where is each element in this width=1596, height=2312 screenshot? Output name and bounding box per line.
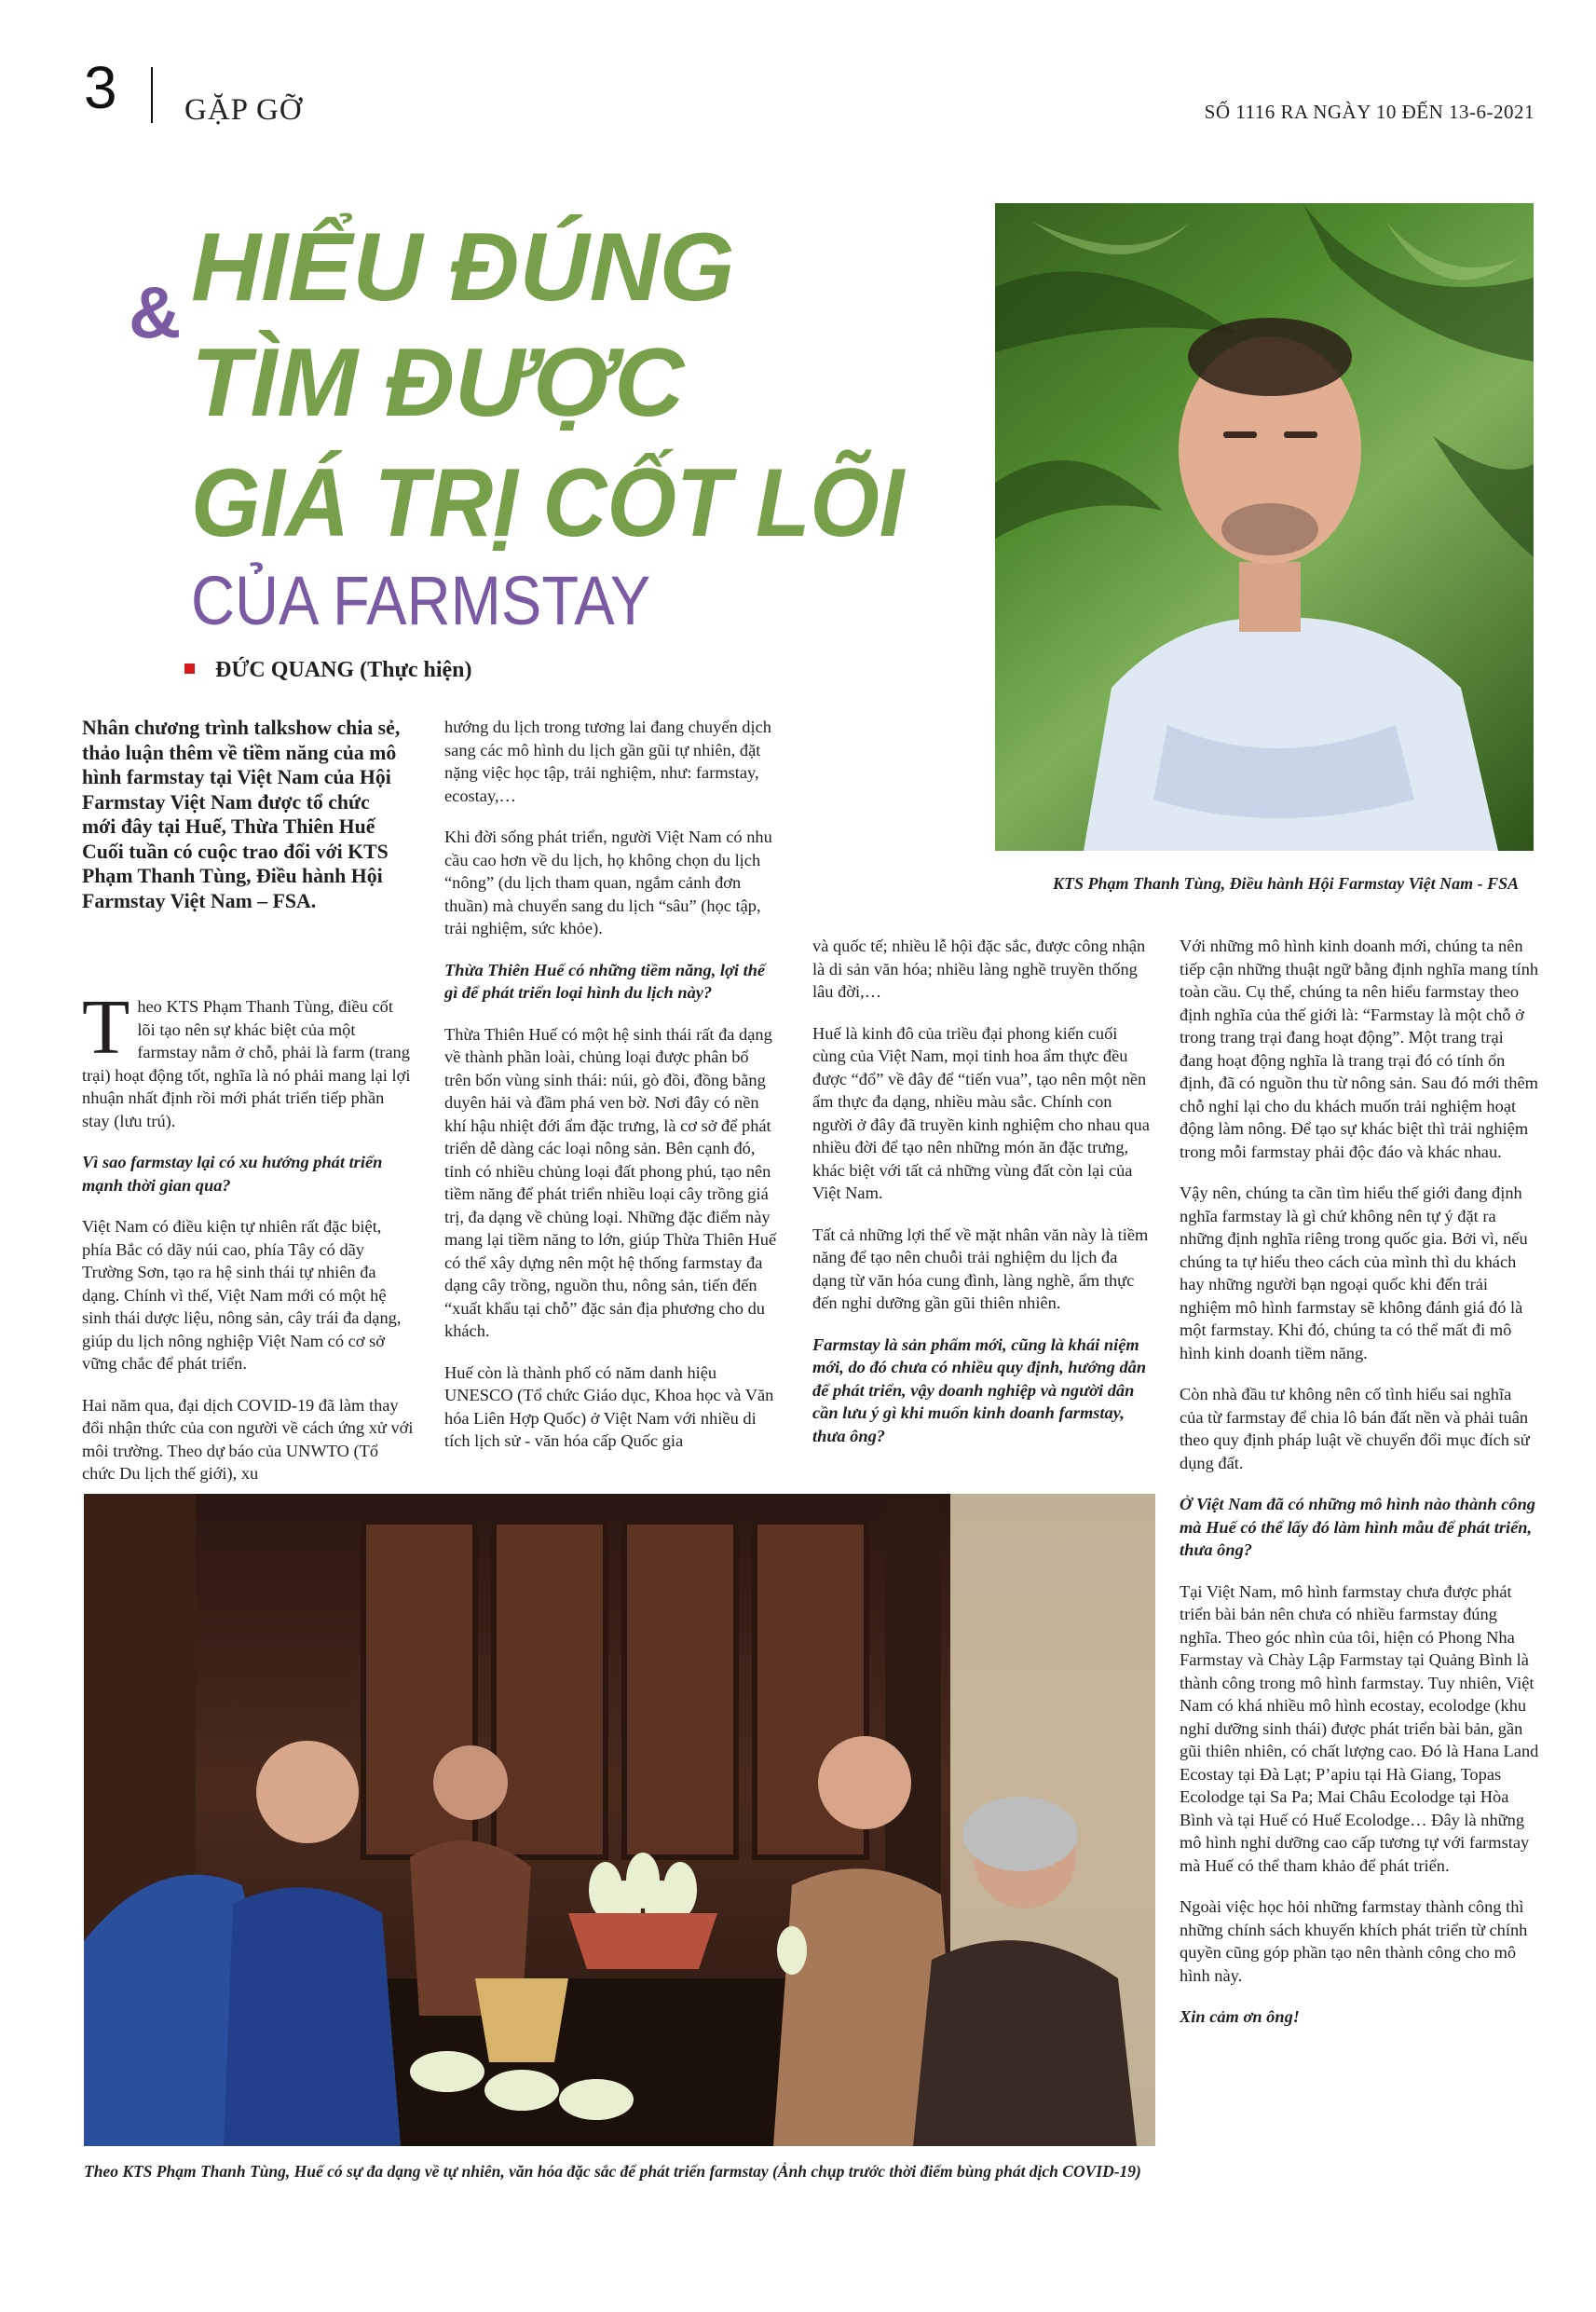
portrait-caption: KTS Phạm Thanh Tùng, Điều hành Hội Farmstay Việt Nam - FSA <box>1053 874 1520 893</box>
paragraph: Hai năm qua, đại dịch COVID-19 đã làm thay đổi nhận thức của con người về cách ứng xử với môi trường. Theo dự báo của UNWTO (Tổ chức Du lịch thế giới), xu <box>82 1395 414 1483</box>
interview-question: Thừa Thiên Huế có những tiềm năng, lợi thế gì để phát triển loại hình du lịch này? <box>444 960 766 1002</box>
paragraph: Khi đời sống phát triển, người Việt Nam có nhu cầu cao hơn về du lịch, họ không chọn du lịch “nông” (du lịch tham quan, ngắm cảnh đơn thuần) mà chuyển sang du lịch “sâu” (học tập, trải nghiệm, sức khỏe). <box>444 828 772 937</box>
paragraph: Vậy nên, chúng ta cần tìm hiểu thế giới đang định nghĩa farmstay là gì chứ không nên tự ý đặt ra những định nghĩa riêng trong quốc gia. Bởi vì, nếu chúng ta tự hiểu theo cách của mình thì du khách hay những người bạn ngoại quốc khi đến trải nghiệm mô hình farmstay sẽ không đánh giá đó là một farmstay. Khi đó, chúng ta có thể mất đi mô hình kinh doanh tiềm năng. <box>1180 1183 1528 1362</box>
paragraph: Với những mô hình kinh doanh mới, chúng ta nên tiếp cận những thuật ngữ bằng định nghĩa mang tính toàn cầu. Cụ thể, chúng ta nên hiểu farmstay theo định nghĩa của thế giới là: “Farmstay là một chỗ ở trong trang trại đang hoạt động”. Một trang trại đang hoạt động nghĩa là trang trại đó có tính ổn định, đã có nguồn thu từ nông sản. Sau đó mới thêm chỗ nghỉ lại cho du khách muốn trải nghiệm hoạt động làm nông. Để tạo sự khác biệt thì trải nghiệm trong mỗi farmstay phải độc đáo và khác nhau. <box>1180 937 1539 1161</box>
paragraph: hướng du lịch trong tương lai đang chuyển dịch sang các mô hình du lịch gần gũi tự nhiên, đặt nặng việc học tập, trải nghiệm, như: farmstay, ecostay,… <box>444 718 771 805</box>
interview-question: Ở Việt Nam đã có những mô hình nào thành công mà Huế có thể lấy đó làm hình mẫu để phát triển, thưa ông? <box>1180 1495 1536 1559</box>
paragraph-text: heo KTS Phạm Thanh Tùng, điều cốt lõi tạo nên sự khác biệt của một farmstay nằm ở chỗ, phải là farm (trang trại) hoạt động tốt, nghĩa là nó phải mang lại lợi nhuận nhất định rồi mới phát triển tiếp phần stay (lưu trú). <box>82 997 411 1130</box>
paragraph: Thừa Thiên Huế có một hệ sinh thái rất đa dạng về thành phần loài, chủng loại được phân bổ trên bốn vùng sinh thái: núi, gò đồi, đồng bằng duyên hải và đầm phá ven bờ. Nơi đây có nền khí hậu nhiệt đới ẩm đặc trưng, là cơ sở để phát triển dễ dàng các loại nông sản. Bên cạnh đó, tỉnh có nhiều chủng loại đất phong phú, tạo nên tiềm năng để phát triển nhiều loại cây trồng giá trị, đa dạng về chủng loại. Những đặc điểm này mang lại tiềm năng to lớn, giúp Thừa Thiên Huế có thể xây dựng nên một hệ thống farmstay đa dạng cây trồng, nguồn thu, nông sản, tiến đến “xuất khẩu tại chỗ” đặc sản địa phương cho du khách. <box>444 1024 777 1340</box>
byline-bullet-icon <box>184 664 195 674</box>
paragraph: Ngoài việc học hỏi những farmstay thành công thì những chính sách khuyến khích phát triển từ chính quyền cũng góp phần tạo nên thành công cho mô hình này. <box>1180 1897 1528 1985</box>
byline <box>184 658 472 683</box>
section-title: GẶP GỠ <box>184 93 303 127</box>
paragraph: Huế còn là thành phố có năm danh hiệu UNESCO (Tổ chức Giáo dục, Khoa học và Văn hóa Liên Hợp Quốc) ở Việt Nam với nhiều di tích lịch sử - văn hóa cấp Quốc gia <box>444 1362 774 1450</box>
title-line-1: HIỂU ĐÚNG <box>191 213 735 321</box>
paragraph <box>82 984 414 1132</box>
byline-text: ĐỨC QUANG (Thực hiện) <box>215 658 472 682</box>
page-number: 3 <box>84 54 117 121</box>
article-column-4 <box>1180 935 1539 2047</box>
portrait-illustration <box>995 203 1534 851</box>
interview-question: Farmstay là sản phẩm mới, cũng là khái niệm mới, do đó chưa có nhiều quy định, hướng dẫn để phát triển, vậy doanh nghiệp và người dân cần lưu ý gì khi muốn kinh doanh farmstay, thưa ông? <box>812 1334 1147 1445</box>
title-line-2: TÌM ĐƯỢC <box>191 329 685 437</box>
paragraph: và quốc tế; nhiều lễ hội đặc sắc, được công nhận là di sản văn hóa; nhiều làng nghề truyền thống lâu đời,… <box>812 937 1146 1001</box>
article-column-3 <box>812 935 1153 1466</box>
issue-date: SỐ 1116 RA NGÀY 10 ĐẾN 13-6-2021 <box>1204 101 1535 123</box>
title-line-3: GIÁ TRỊ CỐT LÕI <box>191 449 905 557</box>
paragraph: Còn nhà đầu tư không nên cố tình hiểu sai nghĩa của từ farmstay để chia lô bán đất nền và phải tuân theo quy định pháp luật về chuyển đổi mục đích sử dụng đất. <box>1180 1385 1530 1472</box>
paragraph: Tại Việt Nam, mô hình farmstay chưa được phát triển bài bản nên chưa có nhiều farmstay đúng nghĩa. Theo góc nhìn của tôi, hiện có Phong Nha Farmstay và Chày Lập Farmstay tại Quảng Bình là thành công trong mô hình farmstay. Tuy nhiên, Việt Nam có khá nhiều mô hình ecostay, ecolodge (khu nghỉ dưỡng sinh thái) được phát triển bài bản, gần gũi thiên nhiên, có chất lượng cao. Đó là Hana Land Ecostay tại Đà Lạt; P’apiu tại Hà Giang, Topas Ecolodge tại Sa Pa; Mai Châu Ecolodge tại Hòa Bình và tại Huế có Huế Ecolodge… Đây là những mô hình nghỉ dưỡng cao cấp tương tự với farmstay mà Huế có thể tham khảo để phát triển. <box>1180 1581 1539 1875</box>
interview-question: Vì sao farmstay lại có xu hướng phát triển mạnh thời gian qua? <box>82 1153 383 1195</box>
title-line-4: CỦA FARMSTAY <box>191 562 651 639</box>
scene-illustration <box>84 1494 1155 2146</box>
paragraph: Việt Nam có điều kiện tự nhiên rất đặc biệt, phía Bắc có dãy núi cao, phía Tây có dãy Trường Sơn, tạo ra hệ sinh thái tự nhiên đa dạng. Chính vì thế, Việt Nam mới có một hệ sinh thái dược liệu, nông sản, cây trái đa dạng, giúp du lịch nông nghiệp Việt Nam có cơ sở vững chắc để phát triển. <box>82 1217 402 1373</box>
closing-thanks: Xin cảm ơn ông! <box>1180 2007 1300 2026</box>
scene-caption: Theo KTS Phạm Thanh Tùng, Huế có sự đa dạng về tự nhiên, văn hóa đặc sắc để phát triển farmstay (Ảnh chụp trước thời điểm bùng phát dịch COVID-19) <box>84 2162 1141 2181</box>
title-ampersand: & <box>129 271 182 353</box>
article-column-2 <box>444 716 778 1471</box>
lead-paragraph: Nhân chương trình talkshow chia sẻ, thảo luận thêm về tiềm năng của mô hình farmstay tại Việt Nam của Hội Farmstay Việt Nam được tổ chức mới đây tại Huế, Thừa Thiên Huế Cuối tuần có cuộc trao đổi với KTS Phạm Thanh Tùng, Điều hành Hội Farmstay Việt Nam – FSA. <box>82 717 401 912</box>
portrait-photo <box>995 203 1534 851</box>
article-column-1 <box>82 984 414 1504</box>
drop-cap: T <box>82 984 130 1071</box>
paragraph: Huế là kinh đô của triều đại phong kiến cuối cùng của Việt Nam, mọi tinh hoa ẩm thực đều được “đổ” về đây để “tiến vua”, tạo nên một nền ẩm thực đa dạng, nhiều màu sắc. Chính con người ở đây đã truyền kinh nghiệm cho nhau qua nhiều đời để tạo nên những món ăn đặc trưng, khác biệt với tất cả những vùng đất còn lại của Việt Nam. <box>812 1023 1150 1202</box>
header-divider <box>151 67 153 123</box>
scene-photo <box>84 1494 1155 2146</box>
paragraph: Tất cả những lợi thế về mặt nhân văn này là tiềm năng để tạo nên chuỗi trải nghiệm du lịch đa dạng từ văn hóa cung đình, làng nghề, ẩm thực đến nghỉ dưỡng gần gũi thiên nhiên. <box>812 1224 1149 1312</box>
